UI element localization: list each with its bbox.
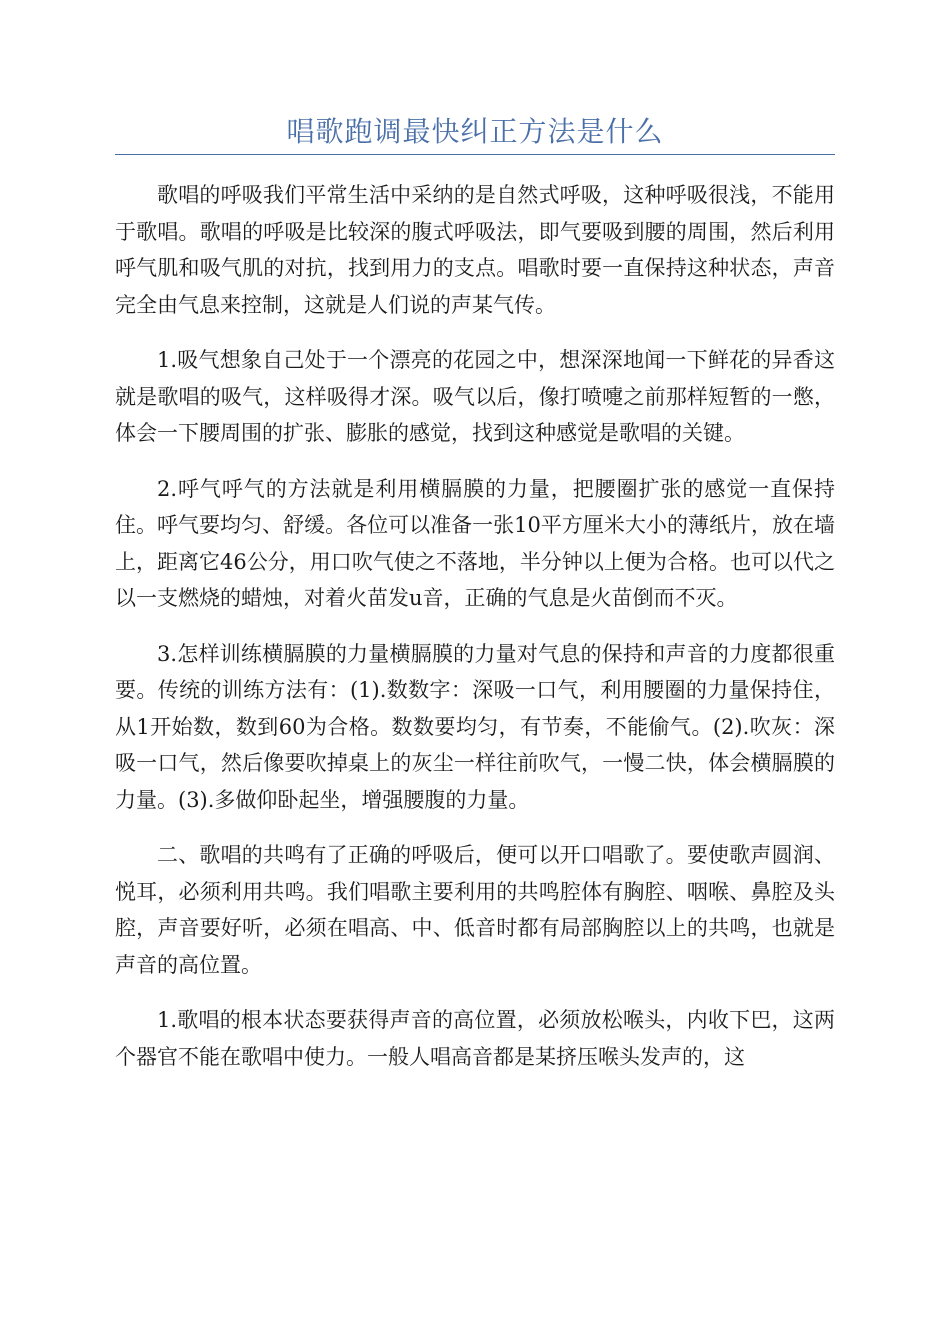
title-underline (115, 154, 835, 155)
paragraph-inhale: 1.吸气想象自己处于一个漂亮的花园之中，想深深地闻一下鲜花的异香这就是歌唱的吸气，这样吸得才深。吸气以后，像打喷嚏之前那样短暂的一憋，体会一下腰周围的扩张、膨胀的感觉，找到这种感觉是歌唱的关键。 (115, 348, 835, 445)
paragraph-resonance: 二、歌唱的共鸣有了正确的呼吸后，便可以开口唱歌了。要使歌声圆润、悦耳，必须利用共鸣。我们唱歌主要利用的共鸣腔体有胸腔、咽喉、鼻腔及头腔，声音要好听，必须在唱高、中、低音时都有局部胸腔以上的共鸣，也就是声音的高位置。 (115, 843, 835, 977)
document-title: 唱歌跑调最快纠正方法是什么 (286, 115, 664, 148)
paragraph-breathing-intro: 歌唱的呼吸我们平常生活中采纳的是自然式呼吸，这种呼吸很浅，不能用于歌唱。歌唱的呼吸是比较深的腹式呼吸法，即气要吸到腰的周围，然后利用呼气肌和吸气肌的对抗，找到用力的支点。唱歌时要一直保持这种状态，声音完全由气息来控制，这就是人们说的声某气传。 (115, 183, 835, 317)
paragraph-diaphragm-training: 3.怎样训练横膈膜的力量横膈膜的力量对气息的保持和声音的力度都很重要。传统的训练方法有：(1).数数字：深吸一口气，利用腰圈的力量保持住，从1开始数，数到60为合格。数数要均匀，有节奏，不能偷气。(2).吹灰：深吸一口气，然后像要吹掉桌上的灰尘一样往前吹气，一慢二快，体会横膈膜的力量。(3).多做仰卧起坐，增强腰腹的力量。 (115, 641, 835, 812)
paragraph-exhale: 2.呼气呼气的方法就是利用横膈膜的力量，把腰圈扩张的感觉一直保持住。呼气要均匀、舒缓。各位可以准备一张10平方厘米大小的薄纸片，放在墙上，距离它46公分，用口吹气使之不落地，半分钟以上便为合格。也可以代之以一支燃烧的蜡烛，对着火苗发u音，正确的气息是火苗倒而不灭。 (115, 476, 835, 610)
document-body (115, 177, 835, 1094)
paragraph-basic-state: 1.歌唱的根本状态要获得声音的高位置，必须放松喉头，内收下巴，这两个器官不能在歌唱中使力。一般人唱高音都是某挤压喉头发声的，这 (115, 1008, 835, 1069)
